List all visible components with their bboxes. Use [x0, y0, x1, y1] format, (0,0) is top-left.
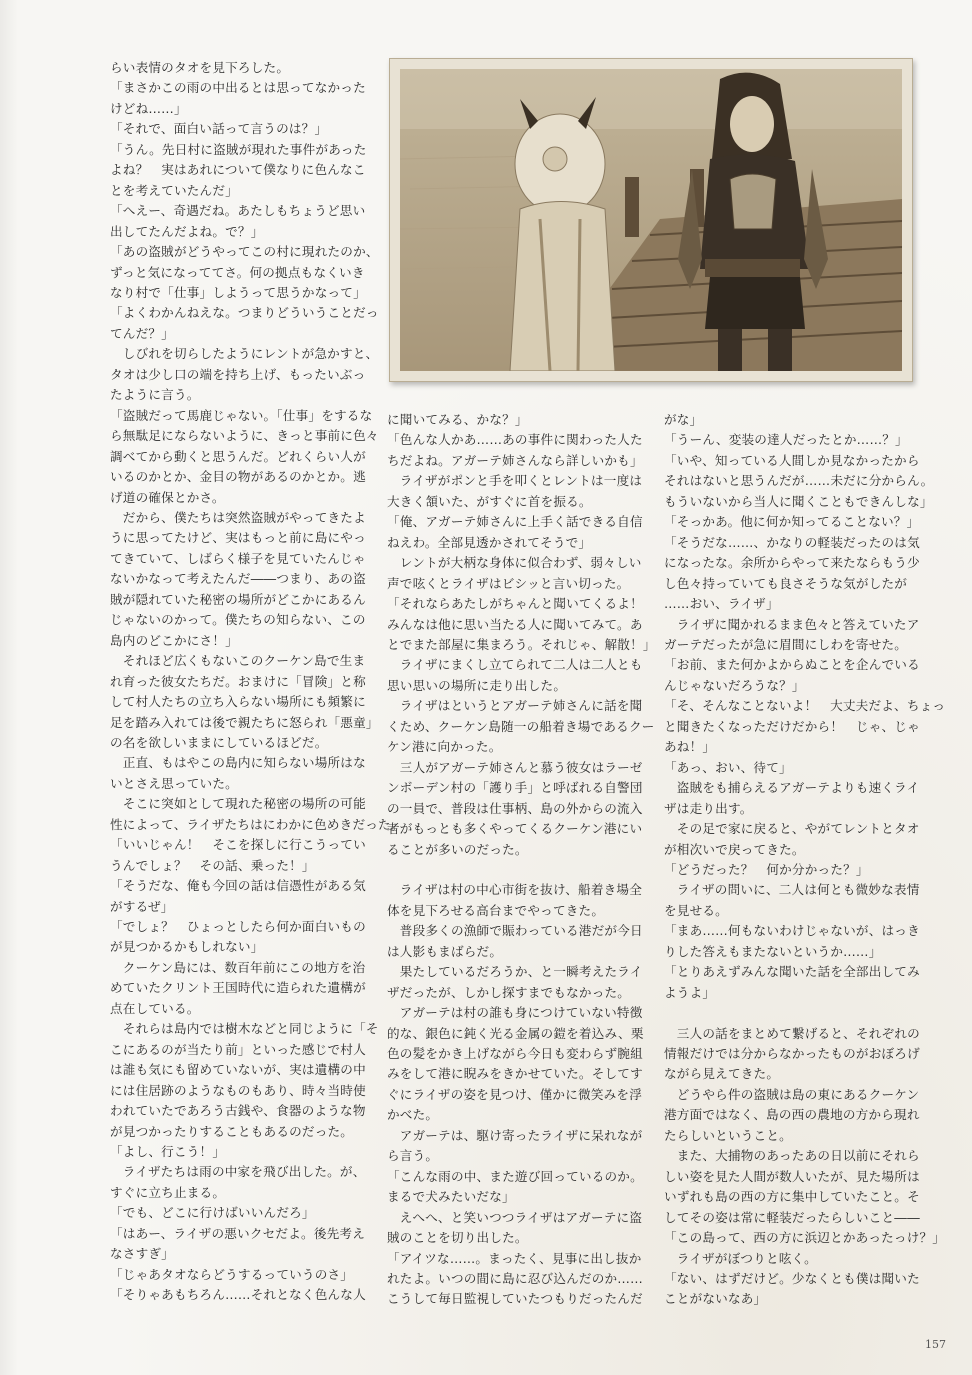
text-line: レントが大柄な身体に似合わず、弱々しい: [387, 555, 642, 571]
text-line: 三人がアガーテ姉さんと慕う彼女はラーゼ: [387, 759, 643, 775]
text-line: くため、クーケン島随一の船着き場であるクー: [387, 718, 655, 734]
text-line: ンボーデン村の「護り手」と呼ばれる自警団: [387, 780, 643, 796]
text-line: 点在している。: [110, 1000, 200, 1016]
text-line: が見つかったりすることもあるのだった。: [110, 1123, 354, 1139]
text-line: こにあるのが当たり前」といった感じで村人: [110, 1041, 366, 1057]
text-line: 賊のことを切り出した。: [387, 1230, 528, 1246]
text-line: 「盗賊だって馬鹿じゃない。「仕事」をするな: [110, 407, 373, 423]
text-line: 「じゃあタオならどうするっていうのさ」: [110, 1266, 354, 1282]
text-line: しびれを切らしたようにレントが急かすと、: [110, 346, 379, 362]
text-line: の名を欲しいままにしているほどだ。: [110, 734, 328, 750]
text-line: 「アイツな……。まったく、見事に出し抜か: [387, 1250, 642, 1266]
text-line: クーケン島には、数百年前にこの地方を治: [110, 959, 366, 975]
text-line: 的な、銀色に鈍く光る金属の鎧を着込み、栗: [387, 1025, 644, 1041]
text-line: ザは走り出す。: [664, 800, 753, 816]
text-line: 「そうだな、俺も今回の話は信憑性がある気: [110, 878, 366, 894]
text-line: には住居跡のようなものもあり、時々当時使: [110, 1082, 366, 1098]
text-line: 「でも、どこに行けばいいんだろ」: [110, 1205, 315, 1221]
text-line: がな」: [664, 412, 703, 427]
text-line: ら言う。: [387, 1148, 439, 1164]
text-line: 「そっかあ。他に何か知ってることない？」: [664, 514, 920, 530]
text-line: 出してたんだよね。で？」: [110, 223, 264, 239]
text-line: 盗賊をも捕らえるアガーテよりも速くライ: [664, 780, 920, 796]
text-line: らい表情のタオを見下ろした。: [110, 60, 290, 75]
text-line: ことがないなあ」: [664, 1291, 767, 1307]
text-line: し色々持っていても良さそうな気がしたが: [664, 575, 908, 591]
text-line: てきていて、しばらく様子を見ていたんじゃ: [110, 550, 366, 566]
text-line: 「はあー、ライザの悪いクセだよ。後先考え: [110, 1225, 365, 1241]
text-line: 「それで、面白い話って言うのは？」: [110, 121, 328, 137]
text-line: げ道の確保とかさ。: [110, 489, 225, 505]
text-line: が相次いで戻ってきた。: [664, 841, 805, 857]
text-line: になったな。余所からやって来たならもう少: [664, 555, 920, 571]
text-line: 大きく頷いた、がすぐに首を振る。: [387, 493, 592, 509]
text-line: うに思ってたけど、実はもっと前に島にやっ: [110, 530, 366, 546]
text-line: みんなは他に思い当たる人に聞いてみて。あ: [387, 616, 643, 632]
text-line: ライザがポンと手を叩くとレントは一度は: [387, 473, 643, 489]
text-line: それらは島内では樹木などと同じように「そ: [110, 1021, 379, 1037]
text-line: すぐに立ち止まる。: [110, 1184, 226, 1200]
text-line: 足を踏み入れては後で親たちに怒られ「悪童」: [110, 714, 379, 730]
text-line: どうやら件の盗賊は島の東にあるクーケン: [664, 1086, 920, 1102]
text-line: たように言う。: [110, 387, 200, 403]
text-line: そこに突如として現れた秘密の場所の可能: [110, 796, 366, 812]
text-line: 港方面ではなく、島の西の農地の方から現れ: [664, 1107, 920, 1123]
text-line: しい姿を見た人間が数人いたが、見た場所は: [664, 1168, 920, 1184]
text-line: 「まさかこの雨の中出るとは思ってなかった: [110, 80, 366, 96]
text-line: 性によって、ライザたちはにわかに色めきだった。: [110, 816, 404, 832]
text-line: めていたクリント王国時代に造られた遺構が: [110, 980, 366, 996]
text-line: れたよ。いつの間に島に忍び込んだのか……: [387, 1271, 643, 1287]
text-column-right: [664, 410, 946, 1310]
text-line: タオは少し口の端を持ち上げ、もったいぶっ: [110, 366, 366, 382]
text-line: 「こんな雨の中、また遊び回っているのか。: [387, 1168, 643, 1184]
text-line: 「あの盗賊がどうやってこの村に現れたのか、: [110, 244, 379, 260]
text-line: 「そうだな……、かなりの軽装だったのは気: [664, 534, 920, 550]
text-line: りした答えもまたないというか……」: [664, 943, 882, 959]
text-line: れ育った彼女たちだ。おまけに「冒険」と称: [110, 673, 366, 689]
text-line: 賊が隠れていた秘密の場所がどこかにあるん: [110, 591, 366, 607]
text-line: 「うん。先日村に盗賊が現れた事件があった: [110, 141, 367, 157]
text-line: まるで犬みたいだな」: [387, 1189, 515, 1205]
text-line: とを考えていたんだ」: [110, 182, 238, 198]
text-line: [664, 1003, 914, 1023]
text-line: んじゃないだろうな？」: [664, 677, 805, 693]
text-line: がするぜ」: [110, 898, 174, 914]
text-line: それはないと思うんだが……未だに分からん。: [664, 473, 934, 489]
text-line: ぐにライザの姿を見つけ、僅かに微笑みを浮: [387, 1086, 642, 1102]
text-line: してその姿は常に軽装だったらしいこと――: [664, 1209, 920, 1225]
text-line: 情報だけでは分からなかったものがおぼろげ: [664, 1046, 920, 1062]
text-line: 思い思いの場所に走り出した。: [387, 677, 567, 693]
text-line: ライザがぼつりと呟く。: [664, 1250, 817, 1266]
text-line: たらしいということ。: [664, 1127, 792, 1143]
text-line: 「それならあたしがちゃんと聞いてくるよ！: [387, 596, 643, 612]
text-line: の一員で、普段は仕事柄、島の外からの流入: [387, 800, 643, 816]
text-line: だから、僕たちは突然盗賊がやってきたよ: [110, 509, 366, 525]
text-line: ライザに聞かれるまま色々と答えていたア: [664, 616, 920, 632]
text-line: ちだよね。アガーテ姉さんなら詳しいかも」: [387, 452, 643, 468]
text-line: えへへ、と笑いつつライザはアガーテに盗: [387, 1209, 643, 1225]
text-line: かべた。: [387, 1107, 439, 1123]
text-line: ……おい、ライザ」: [664, 596, 779, 612]
text-line: を見せる。: [664, 902, 728, 918]
text-line: じゃないのかって。僕たちの知らない、この: [110, 612, 366, 628]
text-line: アガーテは、駆け寄ったライザに呆れなが: [387, 1127, 643, 1143]
text-line: 「お前、また何かよからぬことを企んでいる: [664, 657, 920, 673]
text-line: 普段多くの漁師で賑わっている港だが今日: [387, 923, 643, 939]
text-line: 島内のどこかにさ！」: [110, 632, 238, 648]
text-line: ら無駄足にならないように、きっと事前に色々: [110, 428, 379, 444]
text-line: こうして毎日監視していたつもりだったんだ: [387, 1291, 643, 1307]
text-line: われていたであろう古銭や、食器のような物: [110, 1103, 366, 1119]
text-line: 「あっ、おい、待て」: [664, 759, 792, 775]
page-number: 157: [925, 1338, 946, 1351]
text-line: ようよ」: [664, 984, 716, 1000]
text-line: アガーテは村の誰も身につけていない特徴: [387, 1005, 643, 1021]
text-line: ライザたちは雨の中家を飛び出した。が、: [110, 1164, 366, 1180]
text-line: もういないから当人に聞くこともできんしな」: [664, 493, 933, 509]
text-line: 「うーん、変装の達人だったとか……？」: [664, 432, 908, 448]
text-line: 「そりゃあもちろん……それとなく色んな人: [110, 1287, 366, 1303]
text-line: 「いや、知っている人間しか見なかったから: [664, 452, 920, 468]
text-line: また、大捕物のあったあの日以前にそれら: [664, 1148, 920, 1164]
text-line: ライザの問いに、二人は何とも微妙な表情: [664, 882, 920, 898]
text-line: ながら見えてきた。: [664, 1066, 780, 1082]
text-line: いずれも島の西の方に集中していたこと。そ: [664, 1189, 920, 1205]
scene-illustration: [400, 69, 902, 371]
text-line: が見つかるかもしれない」: [110, 939, 264, 955]
text-line: 「この島って、西の方に浜辺とかあったっけ？」: [664, 1230, 946, 1246]
text-line: よね？ 実はあれについて僕なりに色んなこ: [110, 162, 366, 178]
text-line: いるのかとか、金目の物があるのかとか。逃: [110, 469, 366, 485]
text-line: [387, 860, 637, 880]
text-line: ることが多いのだった。: [387, 841, 528, 857]
text-line: ねえわ。全部見透かされてそうで」: [387, 534, 592, 550]
text-line: 「色んな人かあ……あの事件に関わった人た: [387, 432, 643, 448]
text-line: 「よくわかんねえな。つまりどういうことだっ: [110, 305, 379, 321]
text-line: ライザはというとアガーテ姉さんに話を聞: [387, 698, 643, 714]
text-line: 「どうだった？ 何か分かった？」: [664, 861, 869, 877]
text-line: と聞きたくなっただけだから！ じゃ、じゃ: [664, 718, 920, 734]
text-line: 色の髪をかき上げながら今日も変わらず腕組: [387, 1046, 643, 1062]
text-line: うんでしょ？ その話、乗った！」: [110, 857, 315, 873]
text-line: なり村で「仕事」しようって思うかなって」: [110, 284, 366, 300]
text-line: 三人の話をまとめて繋げると、それぞれの: [664, 1025, 920, 1041]
text-line: ずっと気になっててさ。何の拠点もなくいき: [110, 264, 365, 280]
text-line: は人影もまばらだ。: [387, 943, 503, 959]
text-line: ザだったが、しかし探すまでもなかった。: [387, 984, 631, 1000]
text-line: それほど広くもないこのクーケン島で生ま: [110, 653, 366, 669]
text-line: 「とりあえずみんな聞いた話を全部出してみ: [664, 964, 920, 980]
text-line: して村人たちの立ち入らない場所にも頻繁に: [110, 694, 366, 710]
text-line: 「いいじゃん！ そこを探しに行こうってい: [110, 837, 366, 853]
text-line: 「まあ……何もないわけじゃないが、はっき: [664, 923, 920, 939]
text-line: ケン港に向かった。: [387, 739, 502, 755]
text-line: あね！」: [664, 739, 716, 755]
text-line: ガーテだったが急に眉間にしわを寄せた。: [664, 636, 908, 652]
text-line: ライザにまくし立てられて二人は二人とも: [387, 657, 643, 673]
text-column-middle: [387, 410, 656, 1310]
text-line: は誰も気にも留めていないが、実は遺構の中: [110, 1062, 366, 1078]
illustration-frame: [389, 58, 913, 382]
text-line: とでまた部屋に集まろう。それじゃ、解散！」: [387, 636, 656, 652]
text-line: 「へえー、奇遇だね。あたしもちょうど思い: [110, 203, 366, 219]
text-line: 者がもっとも多くやってくるクーケン港にい: [387, 821, 643, 837]
text-line: けどね……」: [110, 100, 187, 116]
text-line: 声で呟くとライザはビシッと言い切った。: [387, 575, 630, 591]
text-line: 正直、もはやこの島内に知らない場所はな: [110, 755, 366, 771]
text-line: 「でしょ？ ひょっとしたら何か面白いもの: [110, 919, 366, 935]
text-line: ライザは村の中心市街を抜け、船着き場全: [387, 882, 642, 898]
text-line: 「そ、そんなことないよ！ 大丈夫だよ、ちょっ: [664, 698, 946, 714]
text-line: 調べてから動くと思うんだ。どれくらい人が: [110, 448, 366, 464]
text-line: ないかなって考えたんだ――つまり、あの盗: [110, 571, 366, 587]
text-line: みをして港に睨みをきかせていた。そしてす: [387, 1066, 643, 1082]
text-line: なさすぎ」: [110, 1246, 174, 1262]
text-line: その足で家に戻ると、やがてレントとタオ: [664, 821, 920, 837]
text-line: てんだ？」: [110, 325, 174, 341]
text-line: に聞いてみる、かな？」: [387, 412, 528, 427]
text-line: 「俺、アガーテ姉さんに上手く話できる自信: [387, 514, 643, 530]
text-line: 「ない、はずだけど。少なくとも僕は聞いた: [664, 1271, 920, 1287]
text-line: 果たしているだろうか、と一瞬考えたライ: [387, 964, 643, 980]
text-line: 「よし、行こう！」: [110, 1144, 226, 1160]
text-column-left: [110, 58, 404, 1306]
text-line: 体を見下ろせる高台までやってきた。: [387, 902, 605, 918]
text-line: いとさえ思っていた。: [110, 775, 238, 791]
